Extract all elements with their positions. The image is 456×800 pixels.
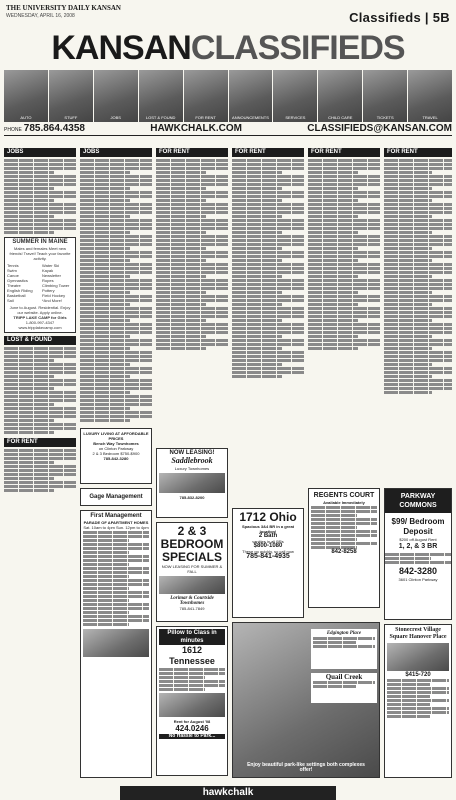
heading-for-rent-2: FOR RENT bbox=[232, 148, 304, 157]
ad-parkway-commons: PARKWAY COMMONS $99/ Bedroom Deposit $200 off August Rent 1, 2, & 3 BR 842-3280 3601 Clinton Parkway bbox=[384, 488, 452, 620]
ad-bedroom-specials: 2 & 3 BEDROOM SPECIALS NOW LEASING FOR SUMMER & FALL Lorimar & Courtside Townhomes 785-841-7849 bbox=[156, 522, 228, 622]
ad-pillow-to-class: Pillow to Class in minutes 1612 Tennessee Rent for August '08 424.0246 No Hassle to Park... bbox=[156, 626, 228, 776]
category-jobs: JOBS bbox=[94, 70, 138, 122]
ad-parade-of-homes: First Management PARADE OF APARTMENT HOMES Sat. 10am to 4pm Sun. 12pm to 4pm bbox=[80, 510, 152, 778]
category-services: SERVICES bbox=[273, 70, 317, 122]
column-rent-4 bbox=[384, 148, 452, 395]
category-tickets: TICKETS bbox=[363, 70, 407, 122]
footer-hawkchalk: hawkchalk bbox=[202, 787, 254, 798]
category-strip bbox=[4, 70, 452, 122]
heading-jobs: JOBS bbox=[4, 148, 76, 157]
ad-luxury-living: LUXURY LIVING AT AFFORDABLE PRICES Bench Way Townhomes on Clinton Parkway 2 & 3 Bedroom $750-$900 785-842-3280 bbox=[80, 428, 152, 484]
category-travel: TRAVEL bbox=[408, 70, 452, 122]
website[interactable]: HAWKCHALK.COM bbox=[150, 123, 242, 134]
contact-bar bbox=[4, 122, 452, 136]
masthead bbox=[6, 4, 450, 30]
paper-name: THE UNIVERSITY DAILY KANSAN bbox=[6, 4, 121, 12]
section-label: Classifieds | 5B bbox=[349, 10, 450, 25]
column-rent-2 bbox=[232, 148, 304, 379]
email[interactable]: CLASSIFIEDS@KANSAN.COM bbox=[307, 123, 452, 134]
category-stuff: STUFF bbox=[49, 70, 93, 122]
ad-saddlebrook: NOW LEASING! Saddlebrook Luxury Townhomes 785-832-8200 bbox=[156, 448, 228, 518]
classified-columns bbox=[4, 148, 452, 788]
page-title bbox=[0, 30, 456, 66]
phone: PHONE 785.864.4358 bbox=[4, 123, 85, 134]
heading-jobs-2: JOBS bbox=[80, 148, 152, 157]
paper-date: WEDNESDAY, APRIL 16, 2008 bbox=[6, 13, 75, 19]
category-childcare: CHILD CARE bbox=[318, 70, 362, 122]
title-kansan: KANSAN bbox=[51, 29, 191, 67]
column-jobs bbox=[4, 148, 76, 493]
category-auto: AUTO bbox=[4, 70, 48, 122]
heading-for-rent-4: FOR RENT bbox=[384, 148, 452, 157]
category-announce: ANNOUNCEMENTS bbox=[229, 70, 273, 122]
column-rent-3 bbox=[308, 148, 380, 351]
heading-for-rent-3: FOR RENT bbox=[308, 148, 380, 157]
ad-1712-ohio: 1712 Ohio Spacious 3&4 BR in a great location! 2 Bath vanities in all BRs $800-1080 These go quickly, so call now 785-841-4935 bbox=[232, 508, 304, 618]
ad-quail-creek-edgington: Edgington Place Quail Creek Enjoy beautiful park-like settings both complexes offer! bbox=[232, 622, 380, 778]
ad-summer-in-maine: SUMMER IN MAINE Males and females Meet new friends! Travel! Teach your favorite activity. Tennis Swim Canoe Gymnastics Theatre English Riding Basketball Sail Water Ski Kayak Newsletter Ropes Climbing Tower Pottery Field Hockey *And More! June to August. Residential. Enjoy our website. Apply online. TRIPP LAKE CAMP for Girls 1-800-997-4347 www.tripplakecamp.com bbox=[4, 237, 76, 333]
category-lost: LOST & FOUND bbox=[139, 70, 183, 122]
heading-lost-found: LOST & FOUND bbox=[4, 336, 76, 345]
column-jobs-2 bbox=[80, 148, 152, 423]
heading-for-rent-0: FOR RENT bbox=[4, 438, 76, 447]
ad-regents-court: REGENTS COURT Available Immediately 842-8258 bbox=[308, 488, 380, 608]
ad-stonecrest: Stonecrest Village Square Hanover Place $415-720 bbox=[384, 624, 452, 778]
column-rent-1 bbox=[156, 148, 228, 351]
category-rent: FOR RENT bbox=[184, 70, 228, 122]
ad-gage-management: Gage Management bbox=[80, 488, 152, 506]
title-classifieds: CLASSIFIEDS bbox=[190, 29, 405, 67]
heading-for-rent-1: FOR RENT bbox=[156, 148, 228, 157]
